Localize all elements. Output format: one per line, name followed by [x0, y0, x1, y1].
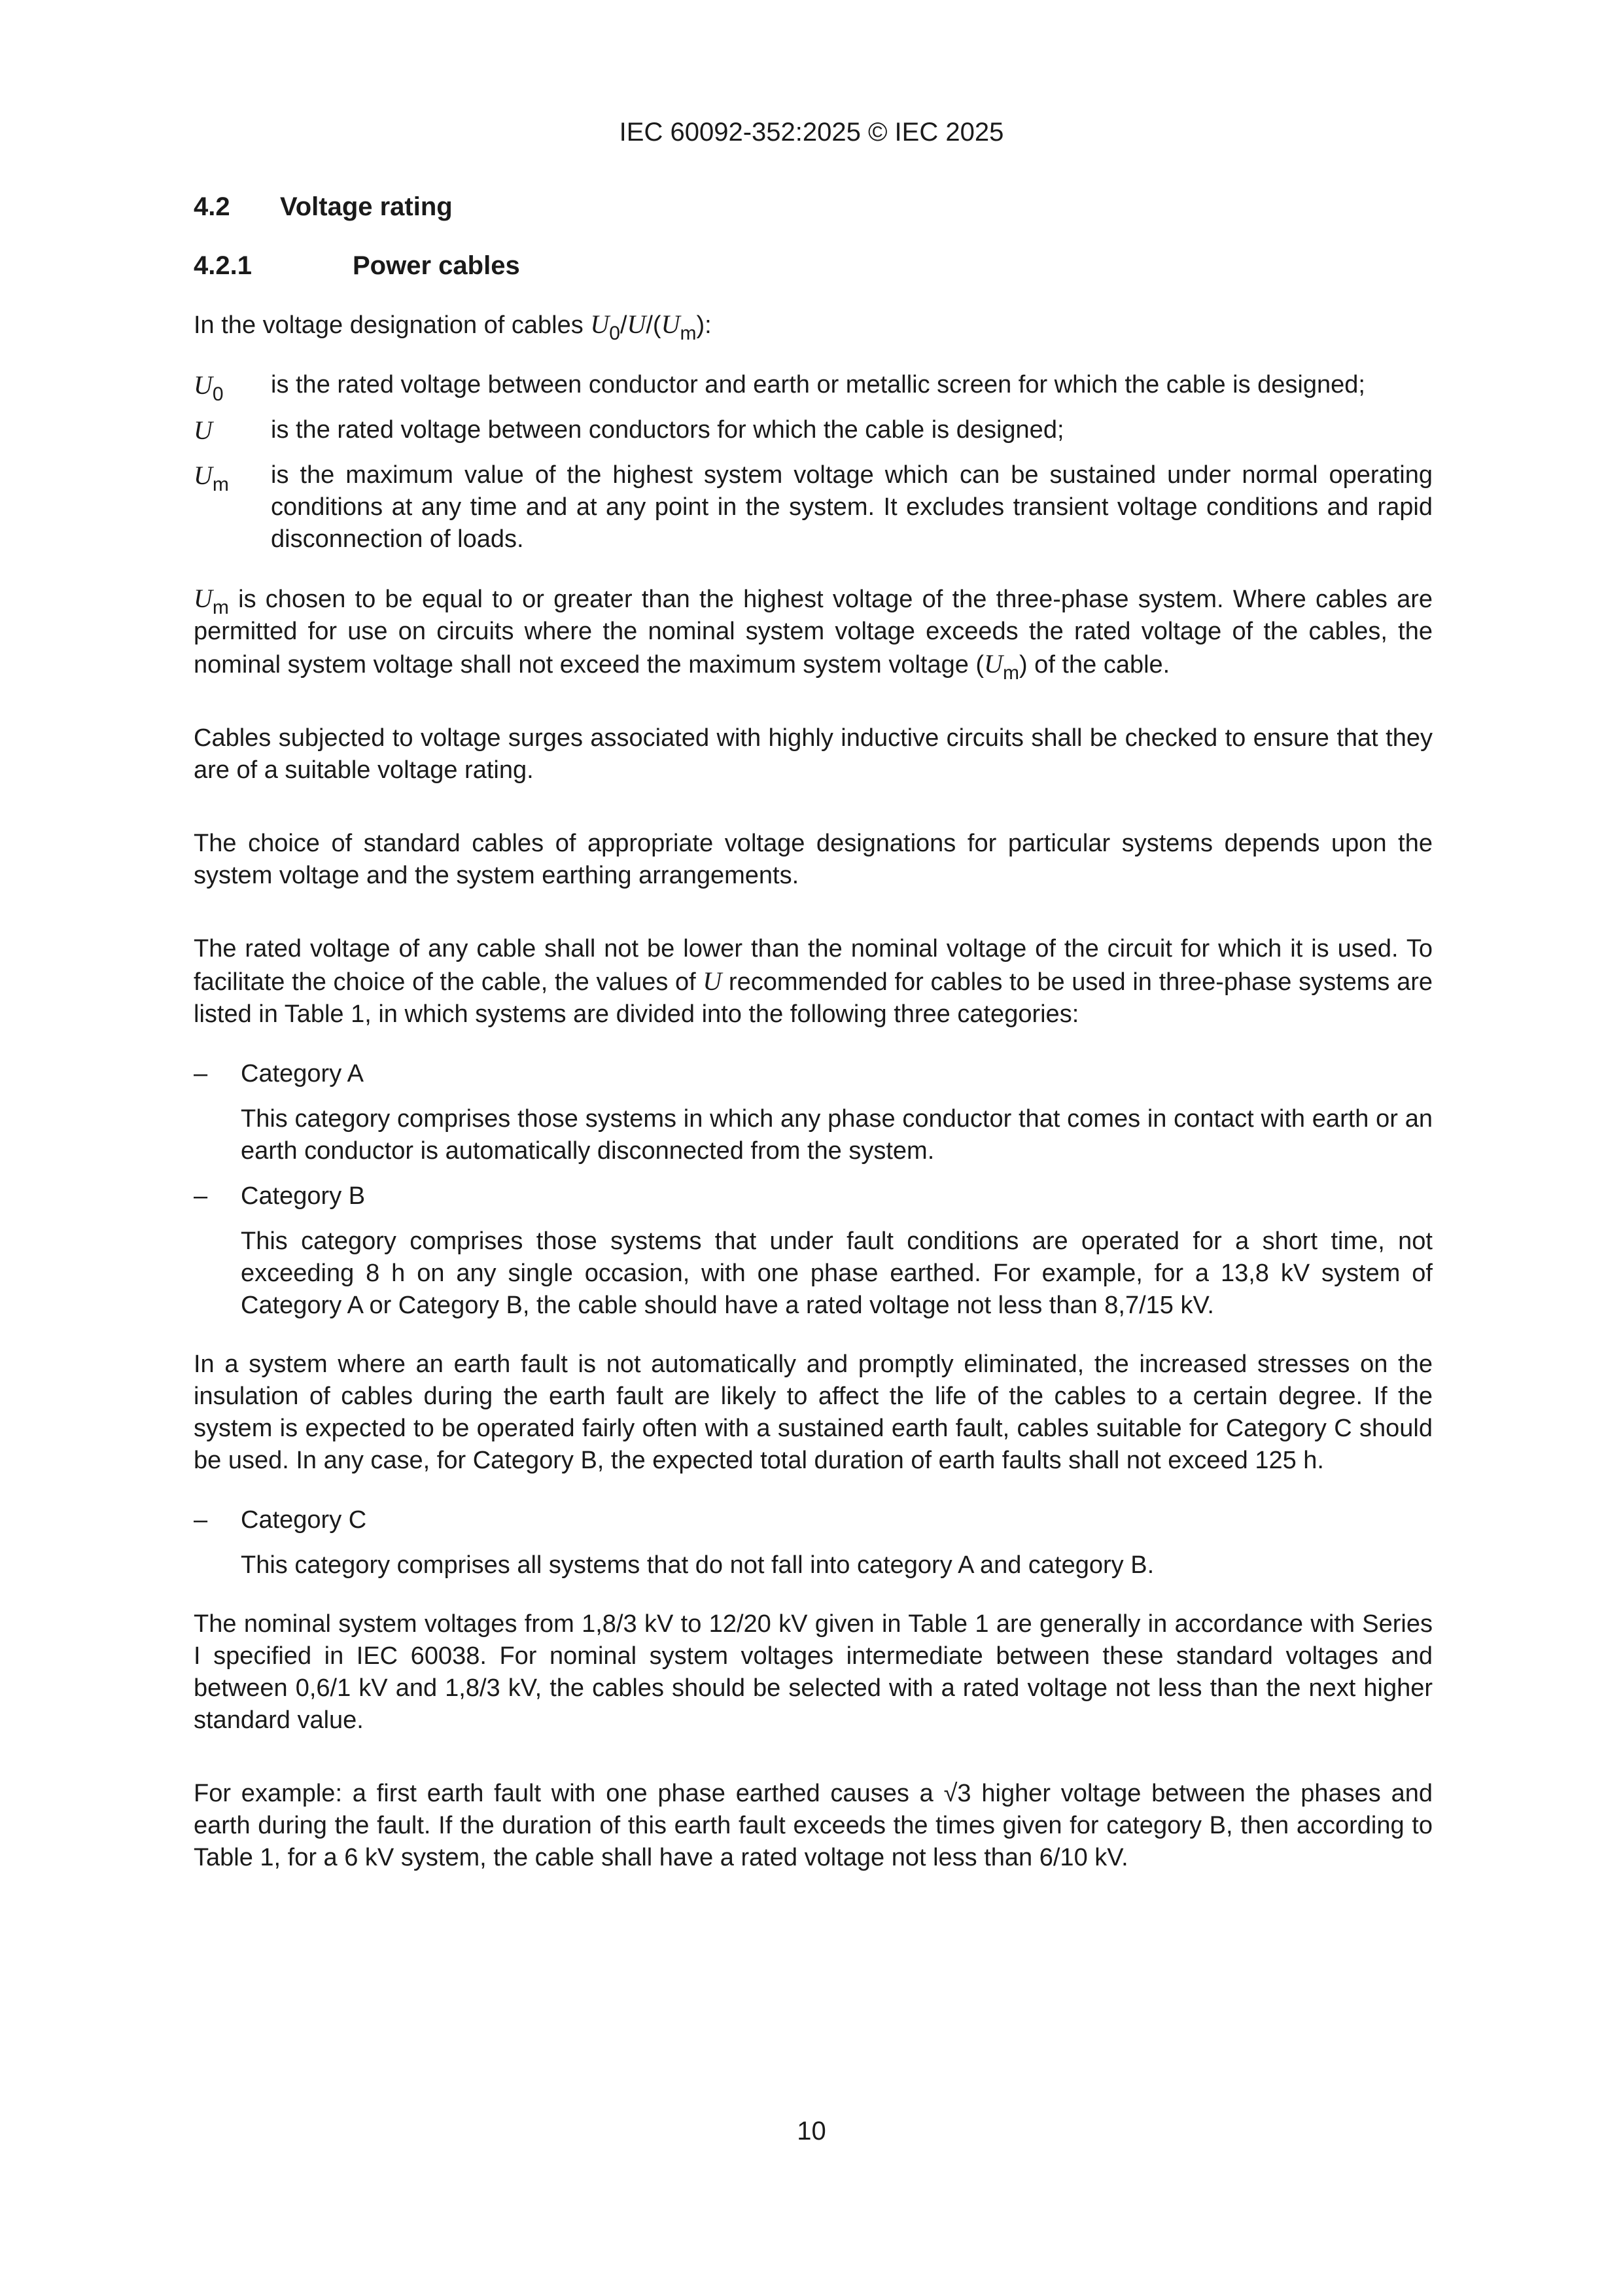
subscript: m	[680, 323, 697, 344]
um-paragraph	[194, 582, 1433, 684]
definition-list	[194, 369, 1433, 556]
page-number: 10	[797, 2117, 826, 2146]
symbol-u: U	[627, 309, 646, 339]
category-b-item	[194, 1180, 1433, 1322]
category-label-row	[194, 1058, 1433, 1090]
symbol-um	[194, 584, 229, 618]
definition-description: is the rated voltage between conductors for which the cable is designed;	[271, 416, 1064, 444]
term-letter: U	[194, 370, 213, 400]
term-letter: U	[194, 461, 213, 490]
subsection-heading	[194, 250, 1433, 282]
category-label: Category B	[241, 1182, 366, 1210]
definition-description: is the maximum value of the highest system voltage which can be sustained under normal operating conditions at any time and at any point in the system. It excludes transient voltage conditions and rapid disconnection of loads.	[271, 461, 1433, 553]
section-title: Voltage rating	[280, 192, 453, 221]
category-label: Category A	[241, 1060, 364, 1087]
um-text-1: is chosen to be equal to or greater than the highest voltage of the three-phase system. Where cables are permitted for use on circuits where the nominal system voltage exceeds the rated voltage of the cables, the nominal system voltage shall not exceed the maximum system voltage (	[194, 586, 1433, 679]
symbol-letter: U	[590, 309, 610, 339]
definition-item	[194, 459, 1433, 556]
subsection-title: Power cables	[353, 251, 520, 280]
definition-item	[194, 414, 1433, 446]
symbol-um	[661, 309, 697, 344]
page-content	[194, 191, 1433, 1874]
category-label-row	[194, 1180, 1433, 1212]
symbol-um	[984, 649, 1019, 684]
definition-term	[194, 459, 271, 556]
subscript: m	[212, 597, 229, 618]
symbol-u0	[590, 309, 620, 344]
surges-paragraph: Cables subjected to voltage surges associated with highly inductive circuits shall be checked to ensure that they are of a suitable voltage rating.	[194, 724, 1433, 784]
definition-item	[194, 369, 1433, 405]
section-number: 4.2	[194, 192, 230, 221]
slash-paren: /(	[646, 311, 661, 339]
category-label-row	[194, 1504, 1433, 1536]
nominal-voltages-paragraph: The nominal system voltages from 1,8/3 kV to 12/20 kV given in Table 1 are generally in accordance with Series I specified in IEC 60038. For nominal system voltages intermediate between these standard voltages and between 0,6/1 kV and 1,8/3 kV, the cables should be selected with a rated voltage not less than the next higher standard value.	[194, 1610, 1433, 1734]
term-letter: U	[194, 415, 213, 445]
intro-suffix: ):	[696, 311, 712, 339]
intro-paragraph	[194, 308, 1433, 342]
symbol-letter: U	[194, 584, 213, 613]
section-heading	[194, 191, 1433, 223]
list-dash: –	[194, 1182, 208, 1210]
definition-term	[194, 369, 271, 405]
symbol-letter: U	[984, 649, 1003, 679]
choice-paragraph: The choice of standard cables of appropriate voltage designations for particular systems depends upon the system voltage and the system earthing arrangements.	[194, 830, 1433, 889]
definition-description: is the rated voltage between conductor and earth or metallic screen for which the cable is designed;	[271, 371, 1365, 398]
category-label: Category C	[241, 1506, 367, 1534]
category-description: This category comprises all systems that do not fall into category A and category B.	[241, 1551, 1155, 1579]
category-description: This category comprises those systems that under fault conditions are operated for a short time, not exceeding 8 h on any single occasion, with one phase earthed. For example, for a 13,8 kV system of Category A or Category B, the cable should have a rated voltage not less than 8,7/15 kV.	[241, 1227, 1433, 1319]
um-text-2: ) of the cable.	[1019, 651, 1170, 679]
example-paragraph: For example: a first earth fault with one phase earthed causes a √3 higher voltage between the phases and earth during the fault. If the duration of this earth fault exceeds the times given for category B, then according to Table 1, for a 6 kV system, the cable shall have a rated voltage not less than 6/10 kV.	[194, 1780, 1433, 1871]
term-subscript: m	[212, 474, 229, 495]
earth-fault-paragraph: In a system where an earth fault is not automatically and promptly eliminated, the increased stresses on the insulation of cables during the earth fault are likely to affect the life of the cables to a certain degree. If the system is expected to be operated fairly often with a sustained earth fault, cables suitable for Category C should be used. In any case, for Category B, the expected total duration of earth faults shall not exceed 125 h.	[194, 1351, 1433, 1474]
intro-prefix: In the voltage designation of cables	[194, 311, 591, 339]
category-c-item	[194, 1504, 1433, 1581]
subscript: m	[1002, 662, 1019, 684]
rated-text-2: recommended for cables to be used in three-phase systems are listed in Table 1, in which systems are divided into the following three categories:	[194, 968, 1433, 1028]
symbol-letter: U	[661, 309, 680, 339]
page-header: IEC 60092-352:2025 © IEC 2025	[619, 118, 1004, 147]
definition-term	[194, 414, 271, 446]
category-a-item	[194, 1058, 1433, 1167]
list-dash: –	[194, 1506, 208, 1534]
term-subscript: 0	[212, 383, 224, 405]
subscript: 0	[609, 323, 620, 344]
rated-voltage-paragraph	[194, 933, 1433, 1031]
slash: /	[620, 311, 627, 339]
category-description: This category comprises those systems in which any phase conductor that comes in contact with earth or an earth conductor is automatically disconnected from the system.	[241, 1105, 1433, 1165]
list-dash: –	[194, 1060, 208, 1087]
subsection-number: 4.2.1	[194, 251, 252, 280]
rated-text-1: The rated voltage of any cable shall not be lower than the nominal voltage of the circuit for which it is used. To facilitate the choice of the cable, the values of	[194, 935, 1433, 996]
symbol-u: U	[703, 966, 722, 996]
